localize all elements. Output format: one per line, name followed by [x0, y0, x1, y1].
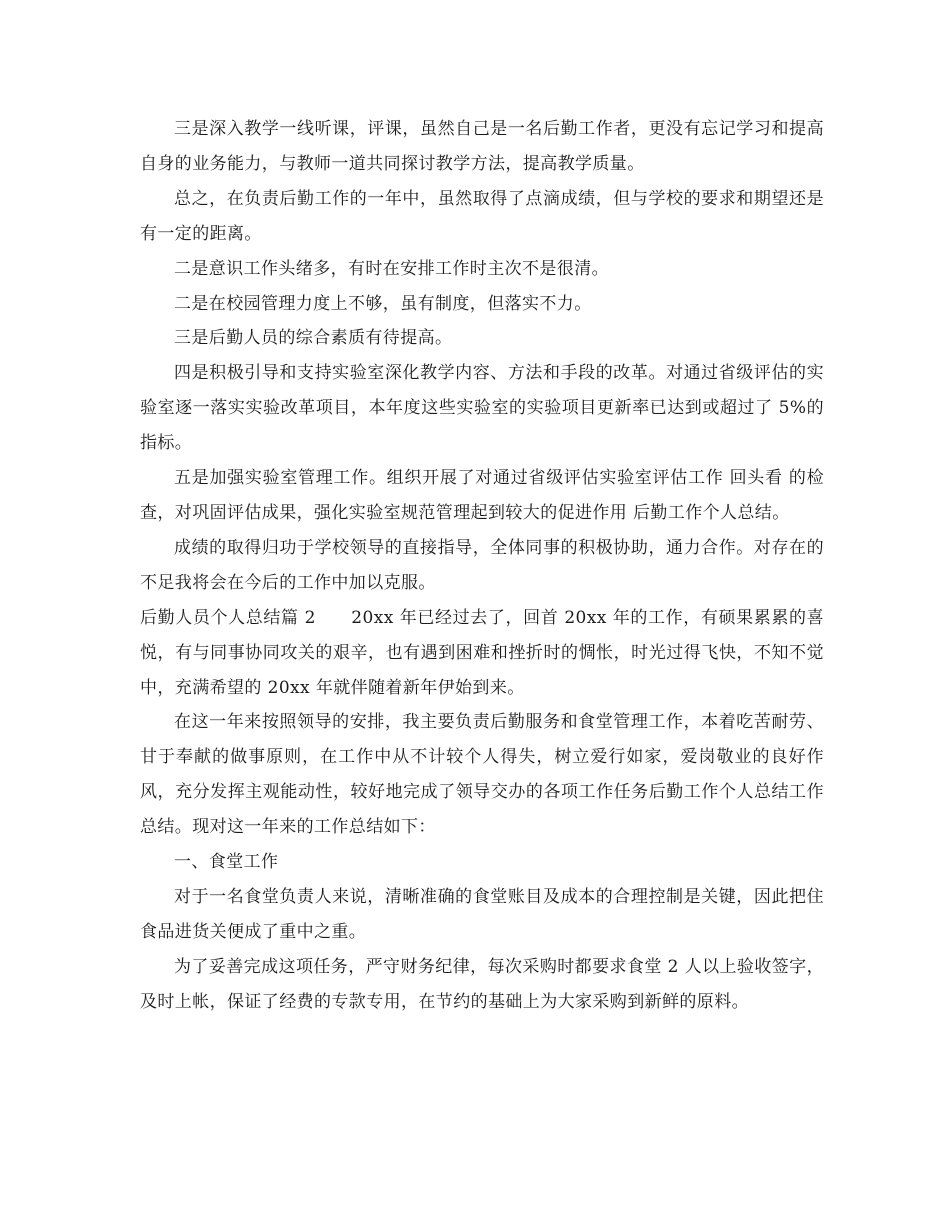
paragraph-10: 在这一年来按照领导的安排，我主要负责后勤服务和食堂管理工作，本着吃苦耐劳、甘于奉献的做事原则，在工作中从不计较个人得失，树立爱行如家，爱岗敬业的良好作风，充分发挥主观能动性，较好地完成了领导交办的各项工作任务后勤工作个人总结工作总结。现对这一年来的工作总结如下： [140, 712, 824, 838]
paragraph-1: 三是深入教学一线听课，评课，虽然自己是一名后勤工作者，更没有忘记学习和提高自身的业务能力，与教师一道共同探讨教学方法，提高教学质量。 [140, 119, 824, 174]
paragraph-4: 二是在校园管理力度上不够，虽有制度，但落实不力。 [174, 293, 592, 314]
document-page [140, 112, 824, 1020]
paragraph-13: 为了妥善完成这项任务，严守财务纪律，每次采购时都要求食堂 2 人以上验收签字，及时上帐，保证了经费的专款专用，在节约的基础上为大家采购到新鲜的原料。 [140, 956, 824, 1012]
paragraph-2: 总之，在负责后勤工作的一年中，虽然取得了点滴成绩，但与学校的要求和期望还是有一定的距离。 [140, 188, 824, 244]
section-heading-paragraph: 后勤人员个人总结篇 2 20xx 年已经过去了，回首 20xx 年的工作，有硕果累累的喜悦，有与同事协同攻关的艰辛，也有遇到困难和挫折时的惆怅，时光过得飞快，不知不觉中，充满希望的 20xx 年就伴随着新年伊始到来。 [140, 607, 824, 698]
paragraph-6: 四是积极引导和支持实验室深化教学内容、方法和手段的改革。对通过省级评估的实验室逐一落实实验改革项目，本年度这些实验室的实验项目更新率已达到或超过了 5%的指标。 [140, 363, 824, 454]
paragraph-8: 成绩的取得归功于学校领导的直接指导，全体同事的积极协助，通力合作。对存在的不足我将会在今后的工作中加以克服。 [140, 537, 824, 593]
subheading-canteen-work: 一、食堂工作 [174, 852, 279, 873]
paragraph-7: 五是加强实验室管理工作。组织开展了对通过省级评估实验室评估工作 回头看 的检查，对巩固评估成果，强化实验室规范管理起到较大的促进作用 后勤工作个人总结。 [140, 468, 824, 523]
paragraph-12: 对于一名食堂负责人来说，清晰准确的食堂账目及成本的合理控制是关键，因此把住食品进货关便成了重中之重。 [140, 886, 824, 942]
paragraph-3: 二是意识工作头绪多，有时在安排工作时主次不是很清。 [174, 258, 609, 279]
paragraph-5: 三是后勤人员的综合素质有待提高。 [174, 328, 453, 349]
